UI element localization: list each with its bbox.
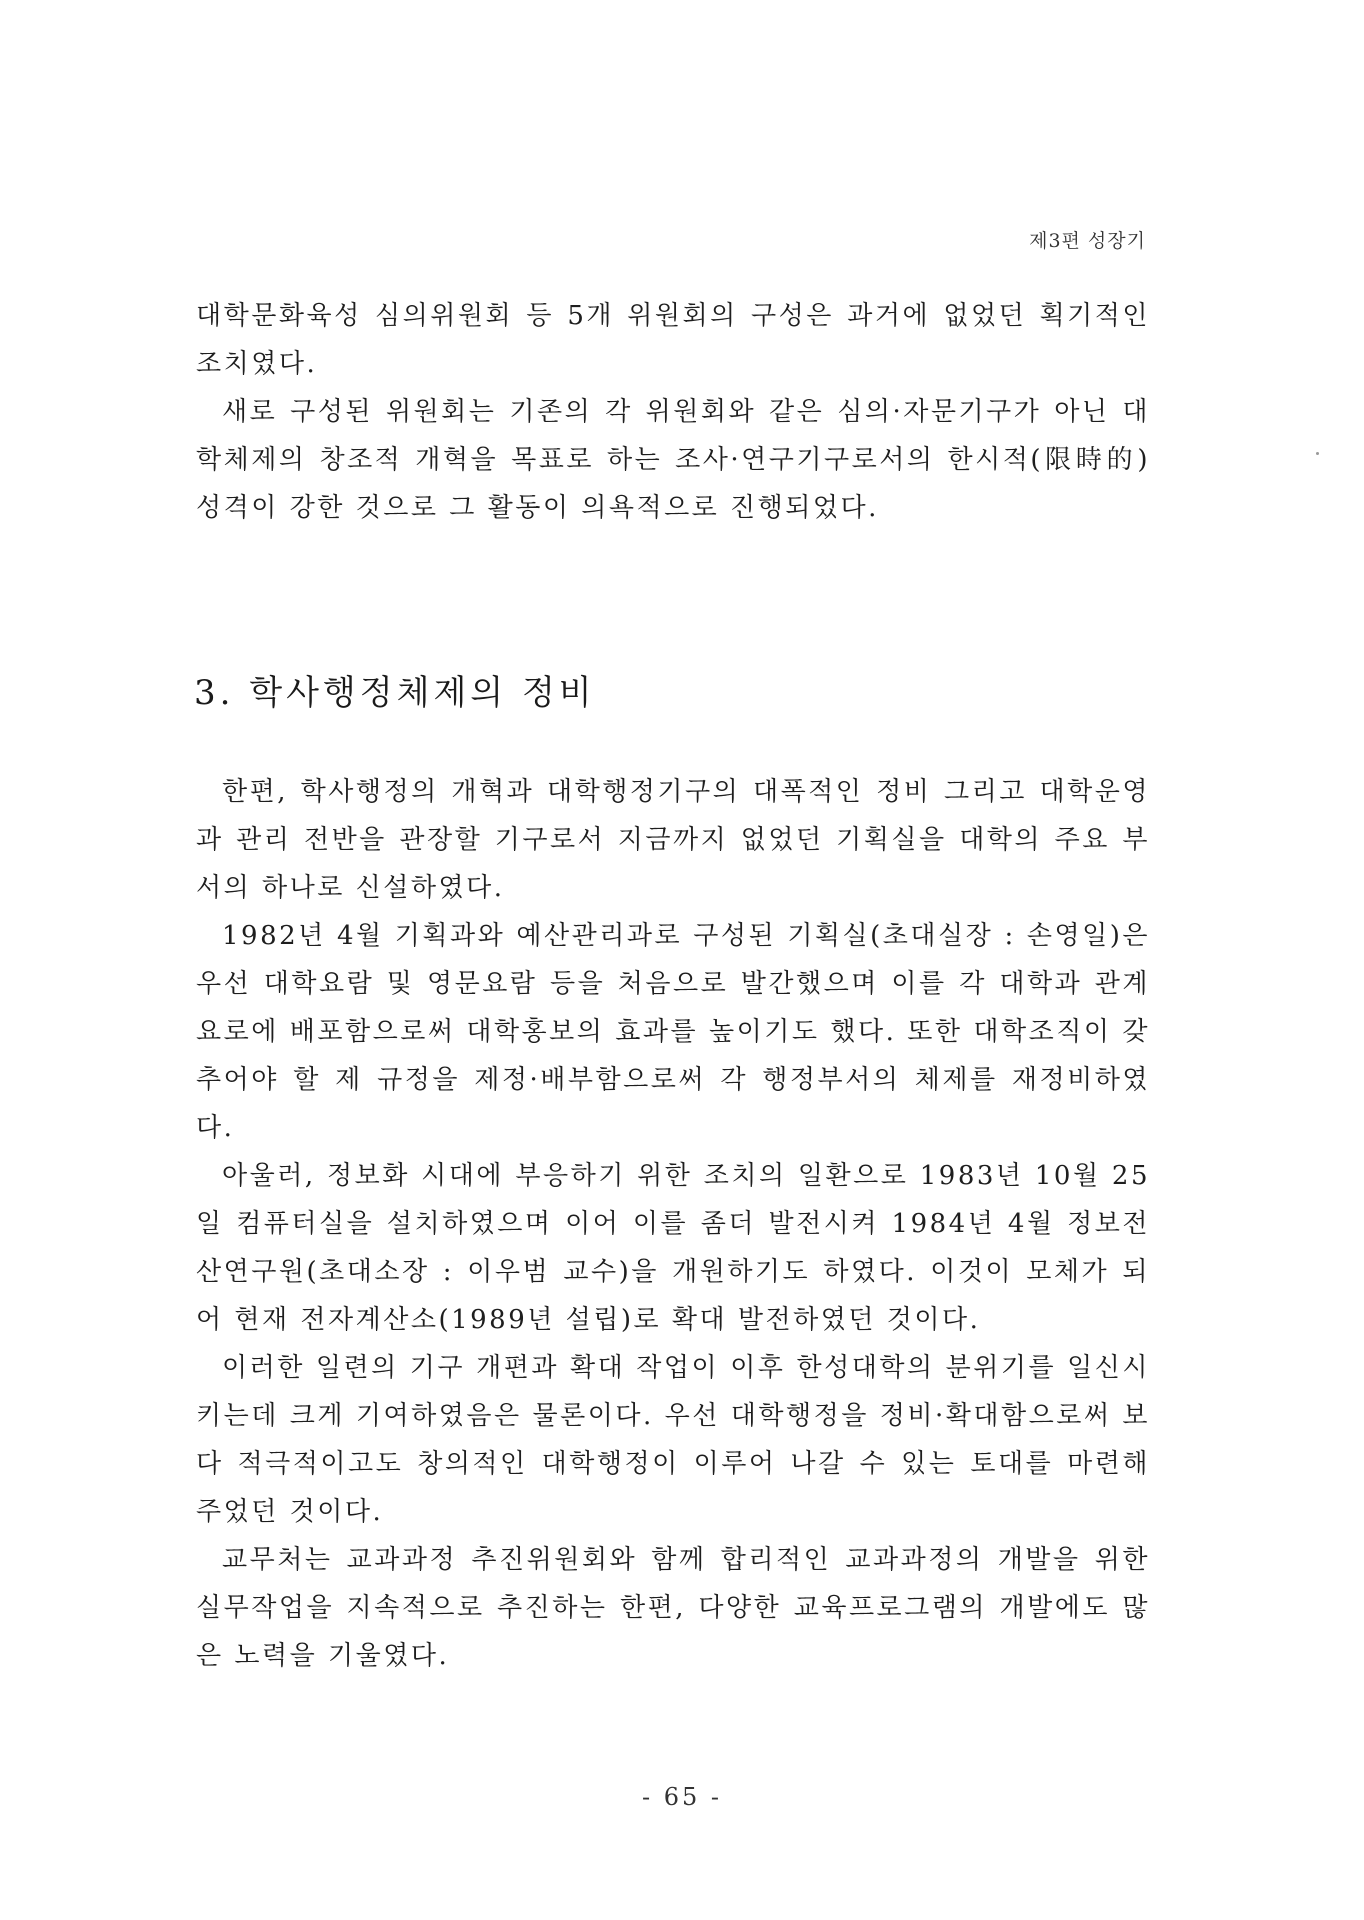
section-paragraph: 1982년 4월 기획과와 예산관리과로 구성된 기획실(초대실장 : 손영일)은 우선 대학요람 및 영문요람 등을 처음으로 발간했으며 이를 각 대학과 관계 요로에 배포함으로써 대학홍보의 효과를 높이기도 했다. 또한 대학조직이 갖추어야 할 제 규정을 제정·배부함으로써 각 행정부서의 체제를 재정비하였다. (196, 921, 1150, 1143)
section-paragraph: 교무처는 교과과정 추진위원회와 함께 합리적인 교과과정의 개발을 위한 실무작업을 지속적으로 추진하는 한편, 다양한 교육프로그램의 개발에도 많은 노력을 기울였다. (196, 1545, 1150, 1671)
intro-text-block (196, 292, 1150, 532)
section-paragraph: 한편, 학사행정의 개혁과 대학행정기구의 대폭적인 정비 그리고 대학운영과 관리 전반을 관장할 기구로서 지금까지 없었던 기획실을 대학의 주요 부서의 하나로 신설하였다. (196, 777, 1150, 903)
running-header: 제3편 성장기 (1029, 230, 1146, 252)
section-paragraph: 이러한 일련의 기구 개편과 확대 작업이 이후 한성대학의 분위기를 일신시키는데 크게 기여하였음은 물론이다. 우선 대학행정을 정비·확대함으로써 보다 적극적이고도 창의적인 대학행정이 이루어 나갈 수 있는 토대를 마련해 주었던 것이다. (196, 1353, 1150, 1527)
page-number: - 65 - (641, 1783, 722, 1811)
section-heading: 3. 학사행정체제의 정비 (194, 673, 596, 713)
intro-paragraph: 대학문화육성 심의위원회 등 5개 위원회의 구성은 과거에 없었던 획기적인 조치였다. (196, 301, 1150, 379)
intro-paragraph: 새로 구성된 위원회는 기존의 각 위원회와 같은 심의·자문기구가 아닌 대학체제의 창조적 개혁을 목표로 하는 조사·연구기구로서의 한시적(限時的) 성격이 강한 것으로 그 활동이 의욕적으로 진행되었다. (196, 397, 1150, 523)
section-paragraph: 아울러, 정보화 시대에 부응하기 위한 조치의 일환으로 1983년 10월 25일 컴퓨터실을 설치하였으며 이어 이를 좀더 발전시켜 1984년 4월 정보전산연구원(초대소장 : 이우범 교수)을 개원하기도 하였다. 이것이 모체가 되어 현재 전자계산소(1989년 설립)로 확대 발전하였던 것이다. (196, 1161, 1150, 1335)
scan-speck (1316, 452, 1319, 455)
section-text-block (196, 768, 1150, 1680)
